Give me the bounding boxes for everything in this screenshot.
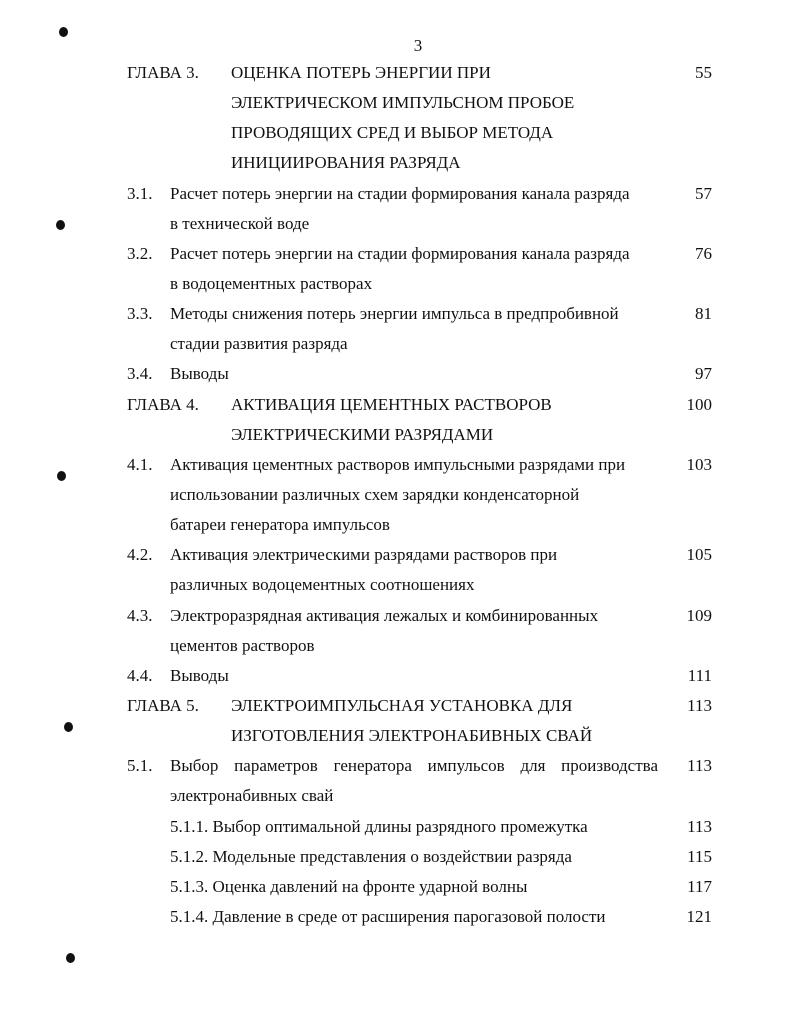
- entry-page-number: 109: [686, 605, 712, 625]
- toc-entry-sec: [0, 239, 793, 299]
- toc-line: [0, 359, 793, 389]
- toc-entry-chap: [0, 58, 793, 179]
- entry-title: в водоцементных растворах: [170, 273, 373, 293]
- toc-line: [0, 58, 793, 88]
- toc-line: [0, 540, 793, 570]
- entry-title: в технической воде: [170, 213, 310, 233]
- toc-entry-sec: [0, 359, 793, 389]
- entry-page-number: 113: [687, 695, 712, 715]
- toc-line: [0, 209, 793, 239]
- toc-line: [0, 420, 793, 450]
- toc-entry-sub: [0, 812, 793, 842]
- entry-number: ГЛАВА 5.: [127, 695, 199, 715]
- entry-title: Расчет потерь энергии на стадии формирования канала разряда: [170, 183, 630, 203]
- entry-page-number: 121: [686, 906, 712, 926]
- entry-number: 4.2.: [127, 545, 153, 565]
- toc-entry-chap: [0, 390, 793, 450]
- toc-entry-sub: [0, 872, 793, 902]
- entry-number: 3.3.: [127, 304, 153, 324]
- entry-title: ЭЛЕКТРОИМПУЛЬСНАЯ УСТАНОВКА ДЛЯ: [231, 695, 573, 715]
- entry-title: Выводы: [170, 665, 229, 685]
- toc-line: [0, 812, 793, 842]
- toc-line: [0, 661, 793, 691]
- entry-title: использовании различных схем зарядки конденсаторной: [170, 484, 580, 504]
- toc-line: [0, 721, 793, 751]
- entry-title: стадии развития разряда: [170, 334, 348, 354]
- toc-entry-sec: [0, 751, 793, 811]
- toc-line: [0, 510, 793, 540]
- entry-number: ГЛАВА 4.: [127, 394, 199, 414]
- entry-title: Расчет потерь энергии на стадии формирования канала разряда: [170, 243, 630, 263]
- entry-title: различных водоцементных соотношениях: [170, 575, 475, 595]
- entry-number: 5.1.: [127, 756, 153, 776]
- entry-page-number: 97: [695, 364, 712, 384]
- toc-entry-sec: [0, 601, 793, 661]
- entry-page-number: 55: [695, 63, 712, 82]
- toc-line: [0, 872, 793, 902]
- scan-speck-icon: [66, 953, 75, 963]
- toc-entry-sec: [0, 661, 793, 691]
- toc-entry-sub: [0, 902, 793, 932]
- entry-number: 3.2.: [127, 243, 153, 263]
- toc-line: [0, 570, 793, 600]
- toc-line: [0, 88, 793, 118]
- entry-title: 5.1.3. Оценка давлений на фронте ударной волны: [170, 876, 528, 896]
- toc-line: [0, 269, 793, 299]
- toc-line: [0, 691, 793, 721]
- entry-title: батареи генератора импульсов: [170, 515, 390, 535]
- entry-page-number: 117: [687, 876, 712, 896]
- entry-number: 4.1.: [127, 454, 153, 474]
- toc-entry-sub: [0, 842, 793, 872]
- entry-title: ПРОВОДЯЩИХ СРЕД И ВЫБОР МЕТОДА: [231, 123, 554, 143]
- entry-number: ГЛАВА 3.: [127, 63, 199, 82]
- entry-page-number: 76: [695, 243, 712, 263]
- scan-speck-icon: [64, 722, 73, 732]
- toc-line: [0, 751, 793, 781]
- toc-line: [0, 631, 793, 661]
- entry-title: Методы снижения потерь энергии импульса в предпробивной: [170, 304, 619, 324]
- entry-page-number: 115: [687, 846, 712, 866]
- toc-line: [0, 450, 793, 480]
- toc-entry-sec: [0, 450, 793, 540]
- entry-title: ЭЛЕКТРИЧЕСКИМИ РАЗРЯДАМИ: [231, 424, 494, 444]
- entry-title: 5.1.1. Выбор оптимальной длины разрядного промежутка: [170, 816, 588, 836]
- entry-title: ОЦЕНКА ПОТЕРЬ ЭНЕРГИИ ПРИ: [231, 63, 491, 82]
- toc-line: [0, 842, 793, 872]
- entry-title: 5.1.2. Модельные представления о воздействии разряда: [170, 846, 572, 866]
- toc-line: [0, 781, 793, 811]
- toc-line: [0, 299, 793, 329]
- toc-entry-sec: [0, 299, 793, 359]
- entry-title: ИНИЦИИРОВАНИЯ РАЗРЯДА: [231, 153, 461, 173]
- toc-line: [0, 601, 793, 631]
- entry-title: Активация цементных растворов импульсными разрядами при: [170, 454, 626, 474]
- toc-line: [0, 902, 793, 932]
- toc-line: [0, 480, 793, 510]
- entry-number: 4.4.: [127, 665, 153, 685]
- toc-entry-chap: [0, 691, 793, 751]
- entry-page-number: 113: [687, 816, 712, 836]
- entry-title: Выбор параметров генератора импульсов для производства: [170, 756, 658, 776]
- entry-page-number: 113: [687, 756, 712, 776]
- entry-title: электронабивных свай: [170, 786, 334, 806]
- entry-number: 3.1.: [127, 183, 153, 203]
- toc-line: [0, 239, 793, 269]
- page-number: 3: [413, 36, 423, 55]
- entry-title: Активация электрическими разрядами растворов при: [170, 545, 558, 565]
- entry-page-number: 103: [686, 454, 712, 474]
- toc-line: [0, 179, 793, 209]
- entry-title: АКТИВАЦИЯ ЦЕМЕНТНЫХ РАСТВОРОВ: [231, 394, 552, 414]
- entry-title: 5.1.4. Давление в среде от расширения парогазовой полости: [170, 906, 606, 926]
- toc-line: [0, 118, 793, 148]
- entry-page-number: 111: [687, 665, 712, 685]
- entry-title: Выводы: [170, 364, 229, 384]
- entry-title: ЭЛЕКТРИЧЕСКОМ ИМПУЛЬСНОМ ПРОБОЕ: [231, 93, 575, 113]
- scan-speck-icon: [56, 220, 65, 230]
- toc-line: [0, 329, 793, 359]
- toc-line: [0, 148, 793, 178]
- entry-title: цементов растворов: [170, 635, 315, 655]
- entry-page-number: 105: [686, 545, 712, 565]
- toc-entry-sec: [0, 179, 793, 239]
- entry-page-number: 81: [695, 304, 712, 324]
- entry-title: ИЗГОТОВЛЕНИЯ ЭЛЕКТРОНАБИВНЫХ СВАЙ: [231, 726, 593, 746]
- entry-page-number: 100: [686, 394, 712, 414]
- toc-entry-sec: [0, 540, 793, 600]
- entry-title: Электроразрядная активация лежалых и комбинированных: [170, 605, 599, 625]
- scan-speck-icon: [57, 471, 66, 481]
- entry-number: 4.3.: [127, 605, 153, 625]
- table-of-contents: [0, 58, 793, 932]
- scan-speck-icon: [59, 27, 68, 37]
- entry-number: 3.4.: [127, 364, 153, 384]
- toc-line: [0, 390, 793, 420]
- entry-page-number: 57: [695, 183, 712, 203]
